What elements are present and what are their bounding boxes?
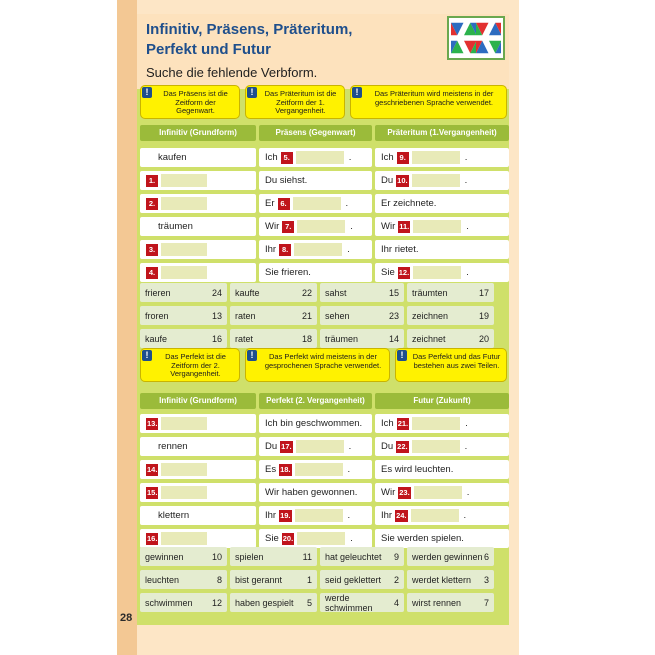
pronoun: Wir [381,221,396,232]
tip-text: Das Perfekt wird meistens in der gesprochenen Sprache verwendet. [264,352,382,370]
table-cell [140,529,256,548]
table-cell [375,414,509,433]
task-number-badge: 5. [281,152,293,164]
word-bank-item [320,306,404,325]
answer-blank[interactable] [411,509,459,522]
word-number: 3 [483,574,489,585]
word-bank-item [230,306,317,325]
word-bank-item [407,547,494,566]
given-verb-form: klettern [158,510,190,521]
word-text: werdet klettern [412,574,472,585]
word-text: kaufte [235,287,260,298]
word-number: 14 [388,333,399,344]
pronoun: Sie [265,533,279,544]
tip-text: Das Präsens ist die Zeitform der Gegenwart. [163,89,228,115]
sentence-period: . [464,175,468,186]
word-bank-row [140,593,494,612]
given-verb-form: Du siehst. [265,175,308,186]
word-text: zeichnen [412,310,449,321]
answer-blank[interactable] [296,151,344,164]
table-row [140,217,509,236]
word-bank-item [140,283,227,302]
table-cell [259,460,372,479]
word-bank-item [320,593,404,612]
word-text: gewinnen [145,551,184,562]
sentence-period: . [466,267,469,278]
word-number: 1 [306,574,312,585]
word-text: zeichnet [412,333,446,344]
table-header-2 [140,393,509,409]
word-bank-2 [140,547,494,612]
given-verb-form: Er zeichnete. [381,198,437,209]
word-bank-item [407,329,494,348]
table-cell [140,263,256,282]
word-number: 16 [211,333,222,344]
table-row [140,483,509,502]
task-number-badge: 19. [280,510,291,520]
table-row [140,148,509,167]
verb-table-2 [140,414,509,548]
word-text: träumen [325,333,359,344]
given-verb-form: träumen [158,221,193,232]
word-text: sehen [325,310,350,321]
word-text: hat geleuchtet [325,551,382,562]
table-row [140,437,509,456]
table-row [140,171,509,190]
task-number-badge: 4. [146,267,158,279]
word-number: 5 [306,597,312,608]
task-number-badge: 24. [396,510,407,520]
word-text: träumten [412,287,448,298]
tip-text: Das Präteritum ist die Zeitform der 1. Vergangenheit. [264,89,337,115]
word-number: 21 [301,310,312,321]
pronoun: Du [265,441,278,452]
exclamation-icon: ! [247,87,257,98]
table-cell [259,437,372,456]
pronoun: Wir [265,221,280,232]
table-row [140,194,509,213]
task-number-badge: 9. [397,152,409,164]
word-bank-item [140,593,227,612]
answer-blank[interactable] [161,486,207,499]
word-bank-item [140,570,227,589]
pronoun: Du [381,175,394,186]
table-cell [259,194,372,213]
table-cell [375,437,509,456]
column-header: Präteritum (1.Vergangenheit) [375,125,509,141]
word-number: 12 [211,597,222,608]
sentence-period: . [348,441,352,452]
table-cell [375,263,509,282]
tip-box [140,348,240,382]
word-bank-item [140,547,227,566]
word-number: 4 [393,597,399,608]
word-number: 22 [301,287,312,298]
column-header: Perfekt (2. Vergangenheit) [259,393,372,409]
task-number-badge: 22. [397,441,408,451]
exclamation-icon: ! [352,87,362,98]
word-text: spielen [235,551,264,562]
answer-blank[interactable] [412,151,460,164]
table-cell [259,171,372,190]
word-text: haben gespielt [235,597,294,608]
word-text: ratet [235,333,254,344]
sentence-period: . [464,441,468,452]
tip-box [395,348,507,382]
task-number-badge: 20. [282,533,294,543]
task-number-badge: 1. [146,175,158,187]
task-number-badge: 13. [147,418,158,428]
word-number: 10 [211,551,222,562]
word-bank-item [320,570,404,589]
column-header: Präsens (Gegenwart) [259,125,372,141]
column-header: Futur (Zukunft) [375,393,509,409]
word-number: 17 [478,287,489,298]
answer-blank[interactable] [161,266,207,279]
column-header: Infinitiv (Grundform) [140,393,256,409]
word-text: sahst [325,287,347,298]
pronoun: Ihr [265,244,277,255]
task-number-badge: 21. [397,418,409,428]
table-cell [375,171,509,190]
pronoun: Ihr [265,510,277,521]
word-text: seid geklettert [325,574,382,585]
table-row [140,263,509,282]
word-bank-item [407,570,494,589]
pronoun: Ich [381,418,394,429]
word-text: bist gerannt [235,574,283,585]
pronoun: Sie [381,267,395,278]
word-bank-row [140,306,494,325]
table-row [140,529,509,548]
word-number: 23 [388,310,399,321]
answer-blank[interactable] [161,174,207,187]
tips-row-1 [140,85,507,119]
tip-box [350,85,507,119]
word-bank-item [320,329,404,348]
table-cell [140,506,256,525]
word-number: 9 [393,551,399,562]
tip-box [245,348,390,382]
answer-blank[interactable] [161,463,207,476]
pronoun: Ich [265,152,278,163]
given-verb-form: Sie werden spielen. [381,533,464,544]
table-row [140,414,509,433]
page-title: Infinitiv, Präsens, Präteritum, Perfekt und Futur [146,21,353,58]
tip-text: Das Perfekt und das Futur bestehen aus zwei Teilen. [412,352,501,370]
word-bank-item [320,547,404,566]
table-cell [259,529,372,548]
word-number: 7 [483,597,489,608]
sentence-period: . [464,152,468,163]
table-header-1 [140,125,509,141]
table-cell [375,529,509,548]
given-verb-form: kaufen [158,152,187,163]
table-cell [140,217,256,236]
table-cell [140,240,256,259]
word-text: froren [145,310,169,321]
task-number-badge: 2. [146,198,158,210]
word-text: raten [235,310,256,321]
answer-blank[interactable] [412,174,460,187]
answer-blank[interactable] [413,220,461,233]
table-cell [375,217,509,236]
word-bank-row [140,329,494,348]
table-cell [375,240,509,259]
answer-blank[interactable] [161,417,207,430]
task-number-badge: 18. [280,464,291,474]
word-bank-row [140,283,494,302]
word-bank-item [407,306,494,325]
word-bank-item [230,329,317,348]
sentence-period: . [347,464,351,475]
sentence-period: . [347,510,351,521]
task-number-badge: 17. [281,441,292,451]
answer-blank[interactable] [161,243,207,256]
column-header: Infinitiv (Grundform) [140,125,256,141]
pronoun: Ihr [381,510,393,521]
tip-box [140,85,240,119]
word-bank-item [407,593,494,612]
task-number-badge: 16. [147,533,158,543]
sentence-period: . [350,221,353,232]
word-number: 8 [216,574,222,585]
exclamation-icon: ! [247,350,257,361]
task-number-badge: 15. [147,487,158,497]
word-number: 24 [211,287,222,298]
word-bank-1 [140,283,494,348]
task-number-badge: 10. [397,175,408,185]
task-number-badge: 7. [282,221,294,233]
table-row [140,506,509,525]
task-number-badge: 6. [278,198,290,210]
exclamation-icon: ! [397,350,407,361]
word-text: werden gewinnen [412,551,483,562]
task-number-badge: 8. [279,244,291,256]
word-text: leuchten [145,574,180,585]
word-number: 18 [301,333,312,344]
word-text: kaufe [145,333,168,344]
given-verb-form: Ihr rietet. [381,244,419,255]
answer-blank[interactable] [412,417,460,430]
table-row [140,460,509,479]
pronoun: Es [265,464,277,475]
answer-blank[interactable] [295,509,343,522]
word-bank-row [140,570,494,589]
table-cell [140,437,256,456]
verb-table-1 [140,148,509,282]
answer-blank[interactable] [413,266,461,279]
word-text: werde schwimmen [325,592,373,613]
table-cell [375,506,509,525]
word-bank-item [140,306,227,325]
pronoun: Wir [381,487,396,498]
answer-blank[interactable] [414,486,462,499]
sentence-period: . [466,487,470,498]
given-verb-form: Wir haben gewonnen. [265,487,358,498]
word-number: 13 [211,310,222,321]
answer-blank[interactable] [297,532,345,545]
table-cell [375,483,509,502]
word-text: frieren [145,287,171,298]
table-cell [375,460,509,479]
word-bank-item [230,570,317,589]
word-text: schwimmen [145,597,193,608]
word-number: 20 [478,333,489,344]
sentence-period: . [466,221,469,232]
page-instruction: Suche die fehlende Verbform. [146,65,318,80]
sentence-period: . [347,244,350,255]
word-bank-item [140,329,227,348]
exercise-logo [447,16,505,60]
sentence-period: . [348,152,352,163]
tip-text: Das Perfekt ist die Zeitform der 2. Vergangenheit. [165,352,226,378]
task-number-badge: 23. [399,487,410,497]
task-number-badge: 11. [399,221,410,231]
table-cell [259,506,372,525]
answer-blank[interactable] [293,197,341,210]
sentence-period: . [350,533,353,544]
sentence-period: . [463,510,467,521]
task-number-badge: 12. [398,267,410,277]
tips-row-2 [140,348,507,382]
word-bank-item [230,593,317,612]
given-verb-form: Ich bin geschwommen. [265,418,363,429]
given-verb-form: rennen [158,441,188,452]
exclamation-icon: ! [142,87,152,98]
given-verb-form: Es wird leuchten. [381,464,454,475]
table-cell [259,240,372,259]
word-number: 11 [302,551,312,562]
sentence-period: . [345,198,349,209]
pronoun: Er [265,198,275,209]
tip-box [245,85,345,119]
word-number: 15 [388,287,399,298]
page-margin-strip [117,0,137,655]
table-cell [140,460,256,479]
table-cell [140,414,256,433]
task-number-badge: 14. [147,464,158,474]
table-cell [375,194,509,213]
answer-blank[interactable] [295,463,343,476]
word-bank-item [407,283,494,302]
given-verb-form: Sie frieren. [265,267,311,278]
pronoun: Ich [381,152,394,163]
table-cell [259,414,372,433]
exclamation-icon: ! [142,350,152,361]
word-number: 6 [483,551,489,562]
answer-blank[interactable] [294,243,342,256]
table-cell [140,194,256,213]
table-cell [259,148,372,167]
table-cell [375,148,509,167]
task-number-badge: 3. [146,244,158,256]
table-cell [140,483,256,502]
table-row [140,240,509,259]
answer-blank[interactable] [412,440,460,453]
word-bank-item [320,283,404,302]
answer-blank[interactable] [161,197,207,210]
table-cell [259,483,372,502]
table-cell [140,171,256,190]
pronoun: Du [381,441,394,452]
table-cell [259,263,372,282]
word-text: wirst rennen [412,597,462,608]
page-number: 28 [120,612,133,624]
table-cell [140,148,256,167]
sentence-period: . [465,418,468,429]
word-bank-item [230,547,317,566]
word-number: 19 [478,310,489,321]
tip-text: Das Präteritum wird meistens in der geschriebenen Sprache verwendet. [374,89,494,107]
answer-blank[interactable] [161,532,207,545]
word-bank-row [140,547,494,566]
answer-blank[interactable] [297,220,345,233]
word-bank-item [230,283,317,302]
table-cell [259,217,372,236]
word-number: 2 [393,574,399,585]
answer-blank[interactable] [296,440,344,453]
